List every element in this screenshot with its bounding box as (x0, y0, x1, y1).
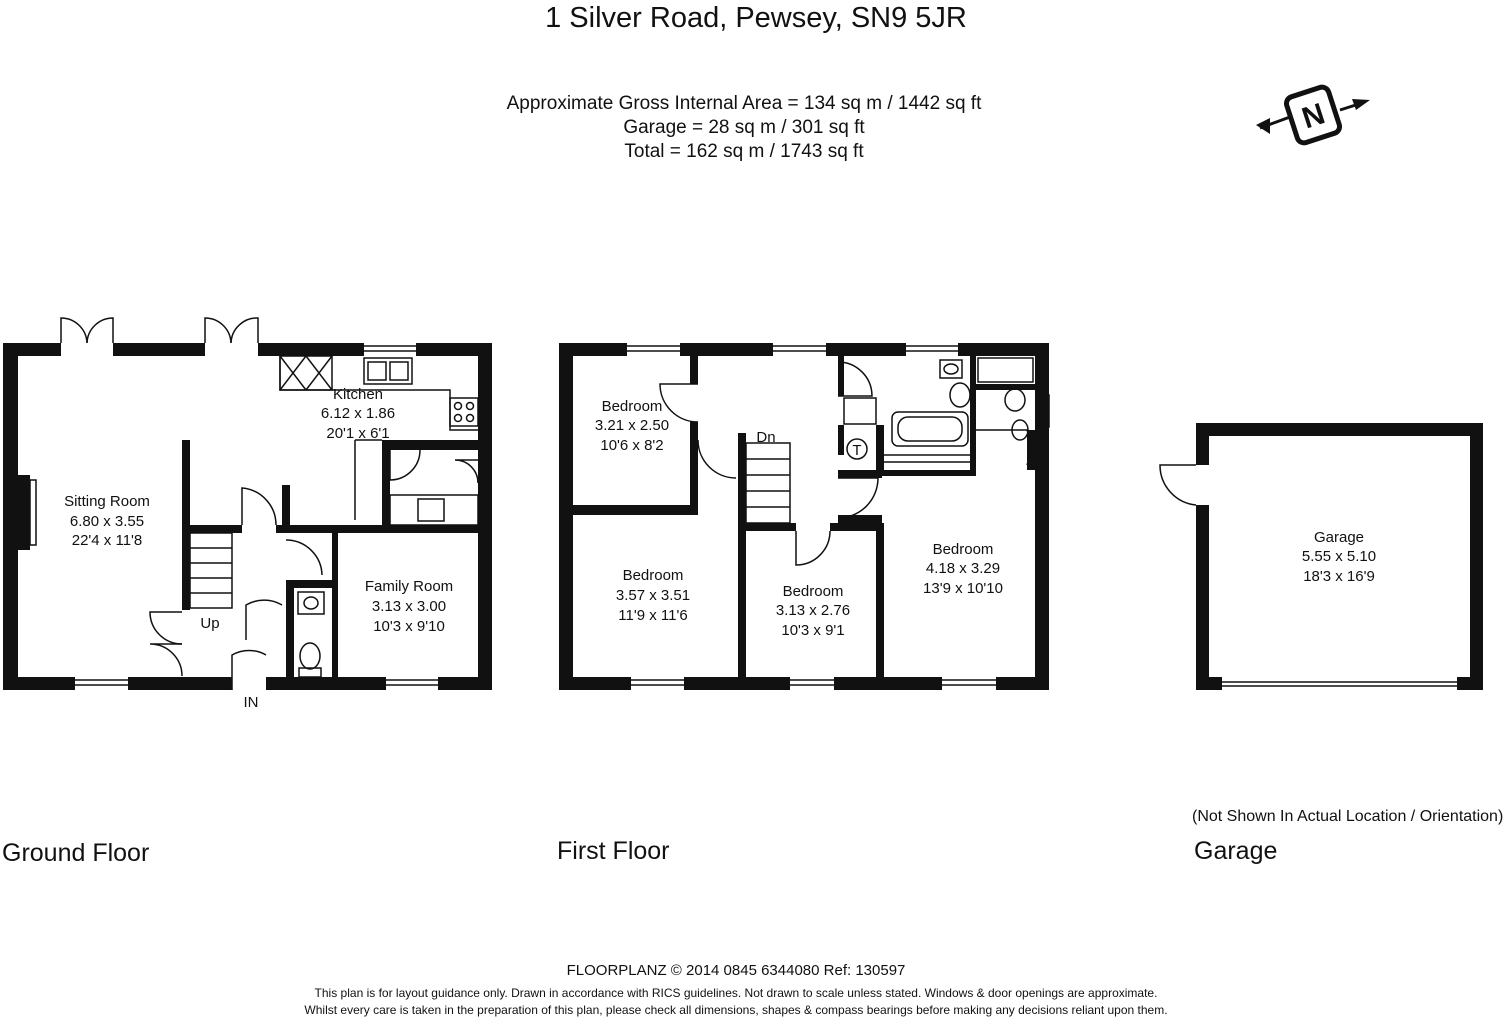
svg-text:6.80 x 3.55: 6.80 x 3.55 (69, 513, 145, 530)
svg-text:Bedroom: Bedroom (782, 583, 844, 600)
garage-location-note: (Not Shown In Actual Location / Orientation) (1192, 808, 1504, 825)
garage-label (1302, 529, 1376, 585)
svg-text:Kitchen: Kitchen (332, 386, 384, 403)
svg-text:6.12 x 1.86: 6.12 x 1.86 (320, 405, 396, 422)
footer-disclaimer-2: Whilst every care is taken in the preparation of this plan, please check all dimensions, shapes & compass bearings before making any decisions reliant upon them. (304, 1003, 1168, 1017)
svg-text:Bedroom: Bedroom (932, 541, 994, 558)
property-address-title: 1 Silver Road, Pewsey, SN9 5JR (545, 2, 967, 34)
svg-text:10'3 x 9'1: 10'3 x 9'1 (781, 622, 845, 639)
footer-disclaimer-1: This plan is for layout guidance only. Drawn in accordance with RICS guidelines. Not drawn to scale unless stated. Windows & door openings are approximate. (314, 986, 1158, 1000)
bedroom-2-label (616, 567, 690, 624)
ground-floor-plan (3, 318, 492, 711)
family-room-label (365, 578, 453, 635)
svg-text:20'1 x 6'1: 20'1 x 6'1 (326, 425, 390, 442)
garage-area: Garage = 28 sq m / 301 sq ft (623, 117, 865, 138)
bedroom-1-label (595, 398, 669, 454)
svg-text:3.57 x 3.51: 3.57 x 3.51 (615, 587, 691, 604)
north-compass-icon (1256, 85, 1370, 144)
svg-text:3.13 x 2.76: 3.13 x 2.76 (775, 602, 851, 619)
stairs-down-label: Dn (756, 429, 776, 446)
total-area: Total = 162 sq m / 1743 sq ft (624, 141, 864, 162)
bedroom-3-label (776, 583, 850, 639)
svg-text:11'9 x 11'6: 11'9 x 11'6 (618, 607, 688, 624)
svg-text:10'3 x 9'10: 10'3 x 9'10 (373, 618, 445, 635)
kitchen-label (321, 386, 395, 442)
svg-text:Garage: Garage (1313, 529, 1365, 546)
svg-text:13'9 x 10'10: 13'9 x 10'10 (923, 580, 1003, 597)
garage-floor-label: Garage (1194, 837, 1278, 865)
first-floor-label: First Floor (557, 837, 670, 865)
garage-plan (1160, 423, 1483, 690)
svg-text:3.21 x 2.50: 3.21 x 2.50 (594, 417, 670, 434)
svg-text:5.55 x 5.10: 5.55 x 5.10 (1301, 548, 1377, 565)
first-floor-plan (559, 343, 1049, 690)
sitting-room-label (64, 493, 150, 549)
svg-text:Family Room: Family Room (364, 578, 454, 595)
stairs-up-label: Up (200, 615, 220, 632)
svg-text:N: N (1298, 97, 1329, 136)
footer-company-ref: FLOORPLANZ © 2014 0845 6344080 Ref: 130597 (566, 962, 906, 979)
svg-text:18'3 x 16'9: 18'3 x 16'9 (1303, 568, 1375, 585)
bedroom-4-label (923, 541, 1003, 597)
svg-text:10'6 x 8'2: 10'6 x 8'2 (600, 437, 664, 454)
svg-text:Bedroom: Bedroom (601, 398, 663, 415)
gross-internal-area: Approximate Gross Internal Area = 134 sq m / 1442 sq ft (506, 93, 982, 114)
svg-text:3.13 x 3.00: 3.13 x 3.00 (371, 598, 447, 615)
svg-text:4.18 x 3.29: 4.18 x 3.29 (925, 560, 1001, 577)
svg-text:Sitting Room: Sitting Room (64, 493, 150, 510)
ground-floor-label: Ground Floor (2, 839, 150, 867)
entrance-label: IN (243, 694, 259, 711)
svg-text:22'4 x 11'8: 22'4 x 11'8 (71, 532, 143, 549)
svg-text:Bedroom: Bedroom (622, 567, 684, 584)
tank-label: T (852, 442, 862, 459)
